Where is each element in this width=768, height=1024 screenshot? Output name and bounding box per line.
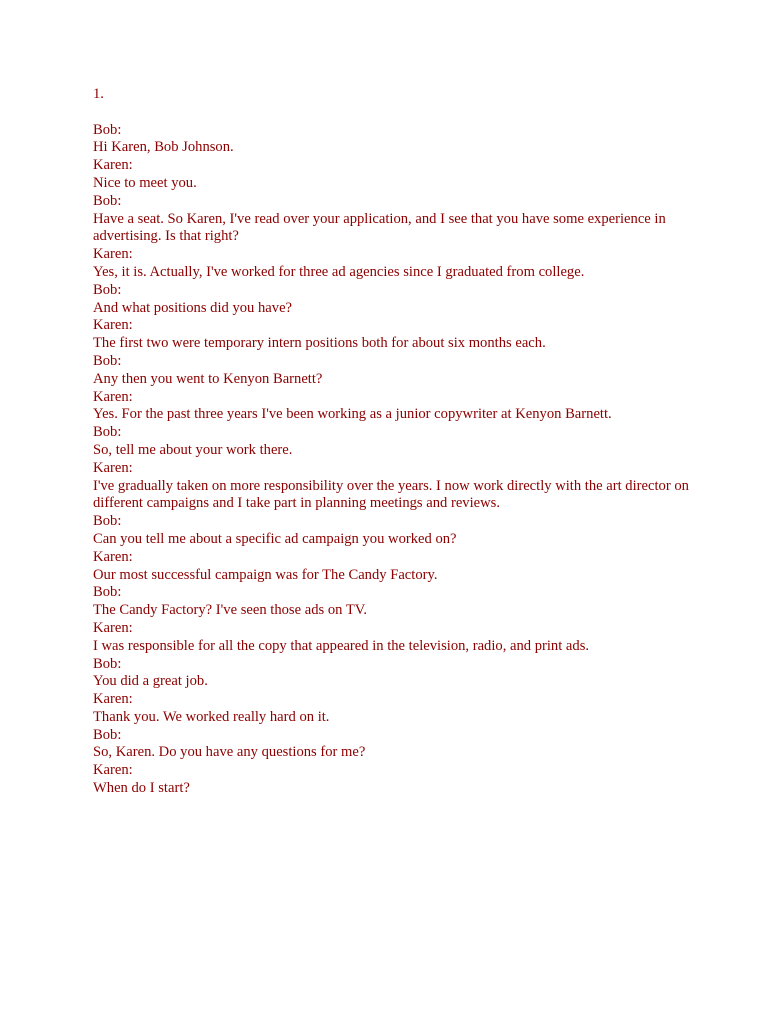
dialogue-line: Our most successful campaign was for The Candy Factory. [93,566,438,583]
dialogue-turn [93,584,693,620]
dialogue-line: Thank you. We worked really hard on it. [93,708,330,725]
speaker-name: Karen: [93,157,133,174]
dialogue-turn [93,389,693,425]
speaker-name: Karen: [93,317,133,334]
dialogue-turn [93,122,693,158]
dialogue-line: Yes. For the past three years I've been working as a junior copywriter at Kenyon Barnett. [93,406,612,423]
dialogue-turn [93,193,693,246]
speaker-name: Bob: [93,513,122,530]
speaker-name: Karen: [93,459,133,476]
document-page [93,86,693,798]
dialogue-turn [93,513,693,549]
dialogue-line: The first two were temporary intern positions both for about six months each. [93,335,546,352]
speaker-name: Bob: [93,584,122,601]
speaker-name: Karen: [93,691,133,708]
dialogue-turn [93,157,693,193]
speaker-name: Karen: [93,246,133,263]
dialogue-line: And what positions did you have? [93,299,293,316]
dialogue-line: When do I start? [93,780,190,797]
dialogue-line: Yes, it is. Actually, I've worked for three ad agencies since I graduated from college. [93,263,585,280]
dialogue-line: Any then you went to Kenyon Barnett? [93,370,323,387]
dialogue-turn [93,460,693,513]
dialogue-line: Hi Karen, Bob Johnson. [93,139,234,156]
dialogue-line: So, tell me about your work there. [93,441,293,458]
dialogue-line: Nice to meet you. [93,174,197,191]
speaker-name: Karen: [93,762,133,779]
dialogue-line: So, Karen. Do you have any questions for me? [93,744,366,761]
speaker-name: Karen: [93,388,133,405]
speaker-name: Bob: [93,121,122,138]
speaker-name: Bob: [93,655,122,672]
dialogue-turn [93,317,693,353]
dialogue-turn [93,549,693,585]
dialogue-turn [93,424,693,460]
dialogue-line: You did a great job. [93,673,208,690]
speaker-name: Bob: [93,424,122,441]
dialogue-turn [93,691,693,727]
dialogue-line: I was responsible for all the copy that appeared in the television, radio, and print ads. [93,637,590,654]
speaker-name: Bob: [93,281,122,298]
dialogue-turn [93,353,693,389]
speaker-name: Bob: [93,726,122,743]
item-number: 1. [93,86,104,102]
dialogue-turn [93,282,693,318]
dialogue-line: Can you tell me about a specific ad campaign you worked on? [93,530,457,547]
dialogue-turn [93,620,693,656]
speaker-name: Karen: [93,548,133,565]
dialogue-turn [93,762,693,798]
dialogue [93,122,693,798]
dialogue-turn [93,727,693,763]
dialogue-line: I've gradually taken on more responsibility over the years. I now work directly with the art director on different campaigns and I take part in planning meetings and reviews. [93,477,689,512]
dialogue-turn [93,246,693,282]
dialogue-line: Have a seat. So Karen, I've read over your application, and I see that you have some experience in advertising. Is that right? [93,210,666,245]
speaker-name: Bob: [93,192,122,209]
dialogue-turn [93,656,693,692]
dialogue-line: The Candy Factory? I've seen those ads on TV. [93,602,368,619]
speaker-name: Bob: [93,352,122,369]
speaker-name: Karen: [93,619,133,636]
